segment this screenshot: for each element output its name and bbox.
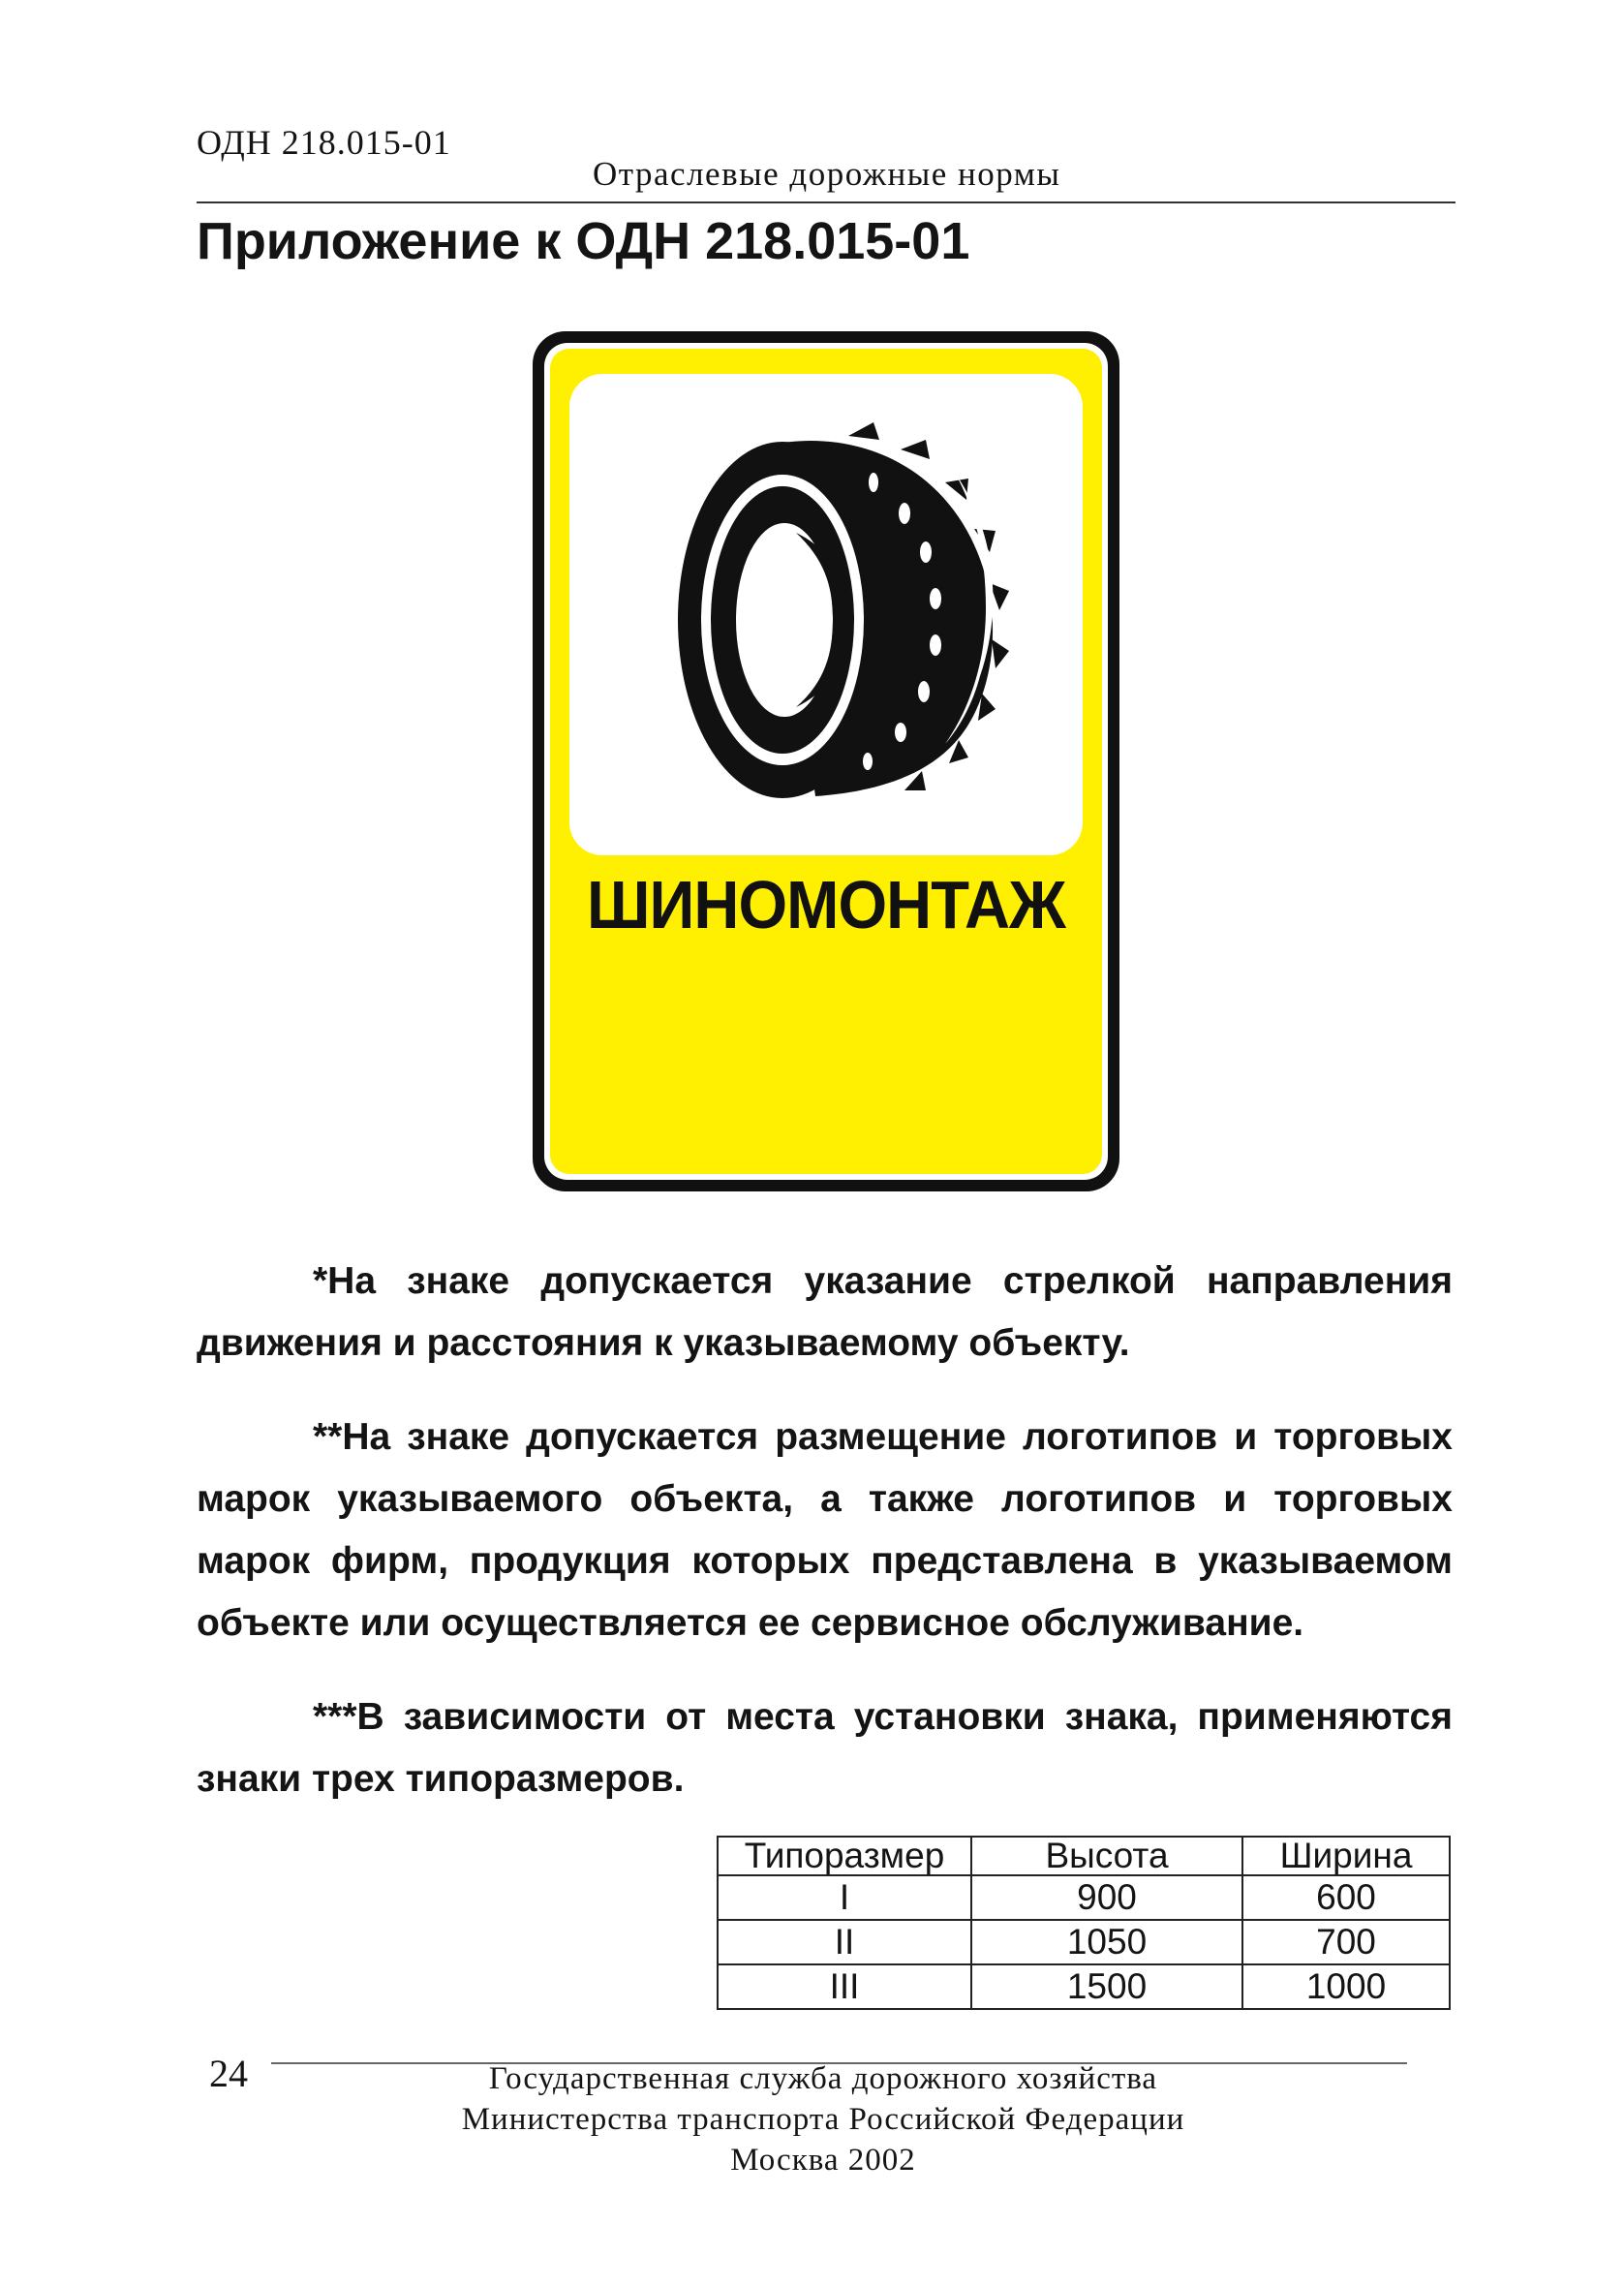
footer-line: Министерства транспорта Российской Федерации [461, 2102, 1185, 2137]
table-cell: 1000 [1242, 1964, 1450, 2009]
footer-publisher [387, 2058, 1259, 2180]
note-sizes: ***В зависимости от места установки знака, применяются знаки трех типоразмеров. [197, 1696, 1453, 1800]
table-header-row [718, 1837, 1450, 1875]
table-row [718, 1875, 1450, 1920]
table-cell: II [718, 1920, 971, 1964]
table-cell: 1050 [971, 1920, 1242, 1964]
sign-label: ШИНОМОНТАЖ [587, 867, 1065, 943]
document-code: ОДН 218.015-01 [197, 123, 451, 162]
footer-line: Государственная служба дорожного хозяйства [488, 2061, 1158, 2096]
table-cell: 900 [971, 1875, 1242, 1920]
table-header: Высота [971, 1837, 1242, 1875]
document-series: Отраслевые дорожные нормы [593, 155, 1061, 193]
note-direction: *На знаке допускается указание стрелкой направления движения и расстояния к указываемому объекту. [197, 1260, 1453, 1364]
road-sign [529, 327, 1123, 1195]
table-cell: 600 [1242, 1875, 1450, 1920]
table-row [718, 1920, 1450, 1964]
table-cell: III [718, 1964, 971, 2009]
footer-line: Москва 2002 [730, 2143, 916, 2178]
table-cell: I [718, 1875, 971, 1920]
table-cell: 1500 [971, 1964, 1242, 2009]
table-cell: 700 [1242, 1920, 1450, 1964]
sign-graphic [529, 327, 1123, 1195]
table-row [718, 1964, 1450, 2009]
table-header: Типоразмер [718, 1837, 971, 1875]
sizes-table [717, 1836, 1451, 2010]
note-logos: **На знаке допускается размещение логотипов и торговых марок указываемого объекта, а также логотипов и торговых марок фирм, продукция которых представлена в указываемом объекте или осуществляется ее сервисное обслуживание. [197, 1416, 1453, 1644]
header-divider [197, 201, 1455, 203]
page-title: Приложение к ОДН 218.015-01 [197, 212, 970, 270]
table-header: Ширина [1242, 1837, 1450, 1875]
page-number: 24 [209, 2052, 248, 2095]
